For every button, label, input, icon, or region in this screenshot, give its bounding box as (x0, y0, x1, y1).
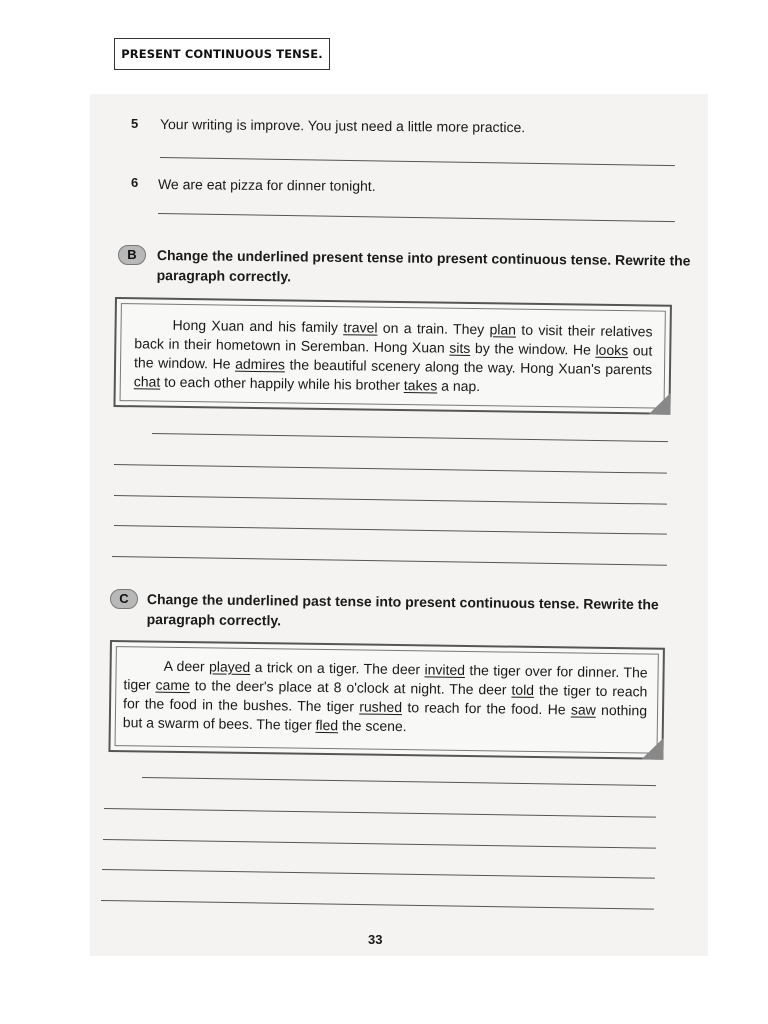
section-c-paragraph: A deer played a trick on a tiger. The deer invited the tiger over for dinner. The tiger came to the deer's place at 8 o'clock at night. The deer told the tiger to reach for the food in the bushes. The tiger rushed to reach for the food. He saw nothing but a swarm of bees. The tiger fled the scene. (122, 657, 648, 735)
section-b-paragraph-box (113, 297, 671, 415)
question-number: 5 (131, 116, 139, 131)
underlined-verb: invited (424, 661, 466, 678)
underlined-verb: sits (449, 339, 471, 356)
instruction-line: Change the underlined past tense into present continuous tense. Rewrite the (146, 590, 659, 613)
instruction-line: Change the underlined present tense into present continuous tense. Rewrite the (156, 246, 691, 269)
underlined-verb: travel (343, 319, 378, 336)
underlined-verb: plan (489, 321, 517, 338)
section-c-badge: C (110, 589, 138, 609)
question-text: We are eat pizza for dinner tonight. (157, 176, 376, 194)
underlined-verb: came (155, 676, 190, 694)
section-b-badge: B (118, 245, 146, 265)
section-c-instruction (147, 589, 667, 634)
page-number: 33 (368, 932, 383, 947)
question-text: Your writing is improve. You just need a little more practice. (159, 116, 526, 136)
underlined-verb: fled (315, 716, 339, 734)
question-number: 6 (131, 175, 139, 190)
page-curl-decoration (648, 392, 670, 414)
page-curl-decoration (641, 737, 663, 759)
instruction-line: paragraph correctly. (156, 266, 292, 285)
underlined-verb: rushed (359, 698, 403, 716)
page-title: PRESENT CONTINUOUS TENSE. (121, 47, 323, 61)
section-b-paragraph: Hong Xuan and his family travel on a train. They plan to visit their relatives back in their hometown in Seremban. Hong Xuan sits by the window. He looks out the window. He admires the beautiful scenery along the way. Hong Xuan's parents chat to each other happily while his brother takes a nap. (133, 316, 653, 395)
section-b-instruction (156, 245, 691, 290)
underlined-verb: admires (235, 355, 286, 373)
scanned-worksheet (90, 94, 708, 956)
page-title-box (114, 38, 330, 70)
underlined-verb: looks (595, 341, 629, 359)
underlined-verb: takes (403, 377, 438, 394)
underlined-verb: played (208, 658, 251, 675)
underlined-verb: saw (570, 701, 596, 718)
instruction-line: paragraph correctly. (146, 610, 282, 629)
underlined-verb: told (511, 681, 535, 698)
section-c-paragraph-box (108, 640, 665, 760)
underlined-verb: chat (133, 373, 161, 390)
